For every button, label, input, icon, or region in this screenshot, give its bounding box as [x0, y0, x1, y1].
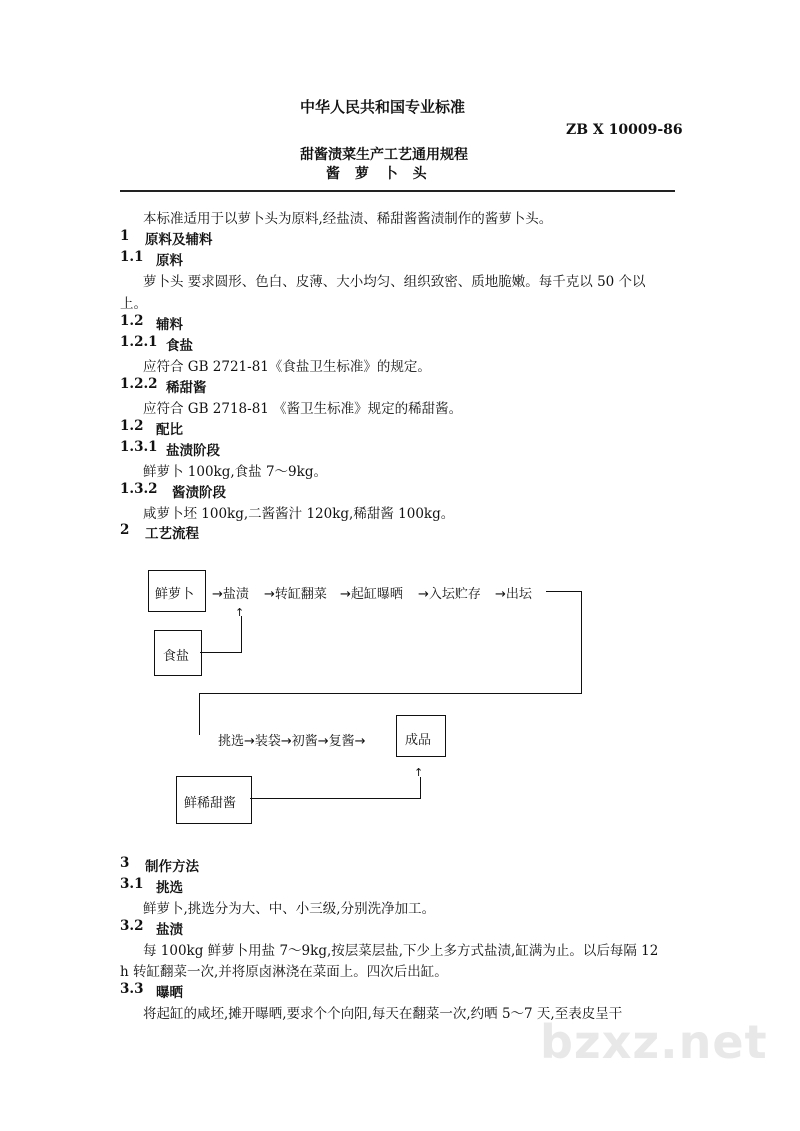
section-1-2-2-text: 应符合 GB 2718-81 《酱卫生标准》规定的稀甜酱。: [143, 401, 463, 417]
flow-connector: [200, 652, 242, 653]
flow-step-salting: →盐渍: [212, 587, 249, 602]
section-2-num: 2: [120, 522, 130, 538]
flow-step-sun-drying: →起缸曝晒: [340, 587, 403, 602]
watermark: bzxz.net: [540, 1015, 768, 1069]
section-1-2-num: 1.2: [120, 313, 144, 329]
section-3-2-text-line2: h 转缸翻菜一次,并将原卤淋浇在菜面上。四次后出缸。: [120, 964, 448, 980]
intro-text: 本标准适用于以萝卜头为原料,经盐渍、稀甜酱酱渍制作的酱萝卜头。: [143, 211, 553, 227]
standard-code: ZB X 10009-86: [566, 122, 683, 138]
section-1-2-2-num: 1.2.2: [120, 376, 158, 392]
flow-node-sweet-sauce: 鲜稀甜酱: [184, 796, 237, 811]
standard-org: 中华人民共和国专业标准: [300, 98, 466, 116]
flow-connector: [241, 616, 242, 653]
flow-connector: [581, 591, 582, 694]
section-1-title: 原料及辅料: [145, 232, 213, 248]
section-3-3-num: 3.3: [120, 981, 144, 997]
section-1-2-1-num: 1.2.1: [120, 334, 158, 350]
section-3-1-title: 挑选: [156, 880, 183, 896]
section-3-3-title: 曝晒: [156, 985, 183, 1001]
section-1-1-num: 1.1: [120, 249, 144, 265]
section-1-num: 1: [120, 228, 130, 244]
section-2-title: 工艺流程: [145, 526, 199, 542]
section-1-3-num: 1.2: [120, 418, 144, 434]
section-1-3-1-title: 盐渍阶段: [166, 443, 220, 459]
section-1-2-title: 辅料: [156, 317, 183, 333]
section-1-1-title: 原料: [156, 253, 183, 269]
section-3-3-text-line1: 将起缸的咸坯,摊开曝晒,要求个个向阳,每天在翻菜一次,约晒 5～7 天,至表皮呈干: [143, 1006, 623, 1022]
flow-connector: [420, 777, 421, 799]
section-1-3-1-num: 1.3.1: [120, 439, 158, 455]
section-3-1-num: 3.1: [120, 876, 144, 892]
arrow-up-icon: ↑: [235, 606, 245, 619]
section-1-3-1-text: 鲜萝卜 100kg,食盐 7～9kg。: [143, 464, 327, 480]
section-3-2-text-line1: 每 100kg 鲜萝卜用盐 7～9kg,按层菜层盐,下少上多方式盐渍,缸满为止。以后每隔 12: [143, 943, 659, 959]
section-1-3-2-text: 咸萝卜坯 100kg,二酱酱汁 120kg,稀甜酱 100kg。: [143, 506, 455, 522]
flow-step-turning: →转缸翻菜: [264, 587, 327, 602]
section-3-title: 制作方法: [145, 859, 199, 875]
section-1-1-text-line1: 萝卜头 要求圆形、色白、皮薄、大小均匀、组织致密、质地脆嫩。每千克以 50 个以: [143, 274, 646, 290]
section-3-num: 3: [120, 855, 130, 871]
flow-connector: [199, 693, 582, 694]
section-1-1-text-line2: 上。: [120, 296, 147, 312]
section-3-2-title: 盐渍: [156, 922, 183, 938]
document-subtitle: 酱 萝 卜 头: [326, 166, 427, 182]
section-1-2-1-text: 应符合 GB 2721-81《食盐卫生标准》的规定。: [143, 359, 431, 375]
section-3-1-text: 鲜萝卜,挑选分为大、中、小三级,分别洗净加工。: [143, 901, 436, 917]
section-1-3-title: 配比: [156, 422, 183, 438]
flow-connector: [250, 798, 421, 799]
header-rule: [120, 190, 675, 192]
section-3-2-num: 3.2: [120, 918, 144, 934]
flow-node-product: 成品: [405, 733, 432, 748]
section-1-2-1-title: 食盐: [166, 338, 193, 354]
section-1-3-2-num: 1.3.2: [120, 481, 158, 497]
flow-node-fresh-radish: 鲜萝卜: [155, 587, 195, 602]
flow-connector: [199, 693, 200, 735]
arrow-up-icon: ↑: [414, 766, 424, 779]
flow-step-jar-storage: →入坛贮存: [418, 587, 481, 602]
document-title: 甜酱渍菜生产工艺通用规程: [300, 147, 468, 163]
section-1-3-2-title: 酱渍阶段: [172, 485, 226, 501]
flow-steps-row2: 挑选→装袋→初酱→复酱→: [218, 734, 366, 749]
flow-node-salt: 食盐: [163, 649, 190, 664]
flow-connector: [546, 591, 582, 592]
section-1-2-2-title: 稀甜酱: [166, 380, 207, 396]
flow-step-unjar: →出坛: [495, 587, 532, 602]
